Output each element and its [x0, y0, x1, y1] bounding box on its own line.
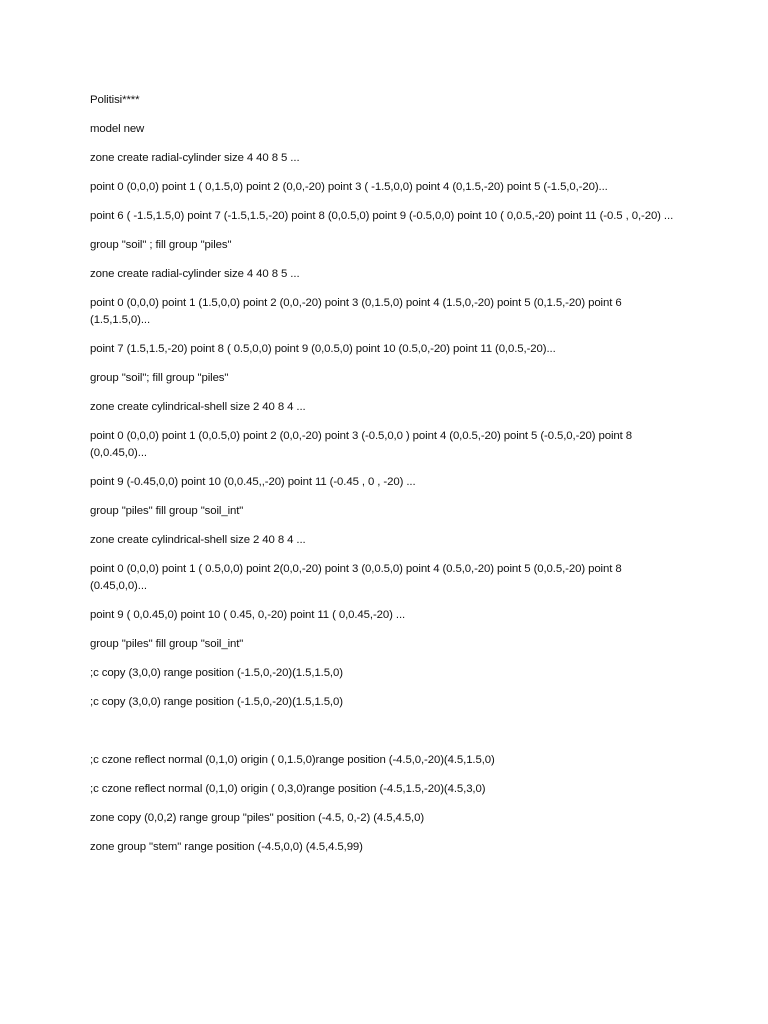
doc-line: zone create radial-cylinder size 4 40 8 5 ... [90, 268, 300, 280]
doc-line: zone create cylindrical-shell size 2 40 8 4 ... [90, 401, 306, 413]
doc-line: point 0 (0,0,0) point 1 ( 0.5,0,0) point 2(0,0,-20) point 3 (0,0.5,0) point 4 (0.5,0,-20) point 5 (0,0.5,-20) point 8 (0.45,0,0)... [90, 563, 622, 592]
document-body [90, 92, 680, 868]
doc-line: group "piles" fill group "soil_int" [90, 505, 244, 517]
doc-line: zone create radial-cylinder size 4 40 8 5 ... [90, 152, 300, 164]
doc-line: group "piles" fill group "soil_int" [90, 638, 244, 650]
doc-line: group "soil" ; fill group "piles" [90, 239, 232, 251]
doc-line: point 0 (0,0,0) point 1 (1.5,0,0) point 2 (0,0,-20) point 3 (0,1.5,0) point 4 (1.5,0,-20) point 5 (0,1.5,-20) point 6 (1.5,1.5,0)... [90, 297, 622, 326]
doc-line: point 0 (0,0,0) point 1 (0,0.5,0) point 2 (0,0,-20) point 3 (-0.5,0,0 ) point 4 (0,0.5,-20) point 5 (-0.5,0,-20) point 8 (0,0.45,0)... [90, 430, 633, 459]
doc-title: Politisi**** [90, 94, 140, 106]
doc-line: point 6 ( -1.5,1.5,0) point 7 (-1.5,1.5,-20) point 8 (0,0.5,0) point 9 (-0.5,0,0) point 10 ( 0,0.5,-20) point 11 (-0.5 , 0,-20) ... [90, 210, 674, 222]
doc-line: model new [90, 123, 145, 135]
doc-line: point 9 (-0.45,0,0) point 10 (0,0.45,,-20) point 11 (-0.45 , 0 , -20) ... [90, 476, 416, 488]
doc-line: zone group "stem" range position (-4.5,0,0) (4.5,4.5,99) [90, 841, 363, 853]
doc-line: ;c czone reflect normal (0,1,0) origin ( 0,1.5,0)range position (-4.5,0,-20)(4.5,1.5,0) [90, 754, 495, 766]
doc-line: zone create cylindrical-shell size 2 40 8 4 ... [90, 534, 306, 546]
doc-line: point 9 ( 0,0.45,0) point 10 ( 0.45, 0,-20) point 11 ( 0,0.45,-20) ... [90, 609, 406, 621]
doc-line: group "soil"; fill group "piles" [90, 372, 229, 384]
doc-line: ;c copy (3,0,0) range position (-1.5,0,-20)(1.5,1.5,0) [90, 696, 343, 708]
doc-line: zone copy (0,0,2) range group "piles" position (-4.5, 0,-2) (4.5,4.5,0) [90, 812, 425, 824]
blank-line [90, 723, 680, 752]
doc-line: ;c czone reflect normal (0,1,0) origin ( 0,3,0)range position (-4.5,1.5,-20)(4.5,3,0) [90, 783, 486, 795]
doc-line: point 0 (0,0,0) point 1 ( 0,1.5,0) point 2 (0,0,-20) point 3 ( -1.5,0,0) point 4 (0,1.5,-20) point 5 (-1.5,0,-20)... [90, 181, 608, 193]
doc-line: point 7 (1.5,1.5,-20) point 8 ( 0.5,0,0) point 9 (0,0.5,0) point 10 (0.5,0,-20) point 11 (0,0.5,-20)... [90, 343, 556, 355]
doc-line: ;c copy (3,0,0) range position (-1.5,0,-20)(1.5,1.5,0) [90, 667, 343, 679]
